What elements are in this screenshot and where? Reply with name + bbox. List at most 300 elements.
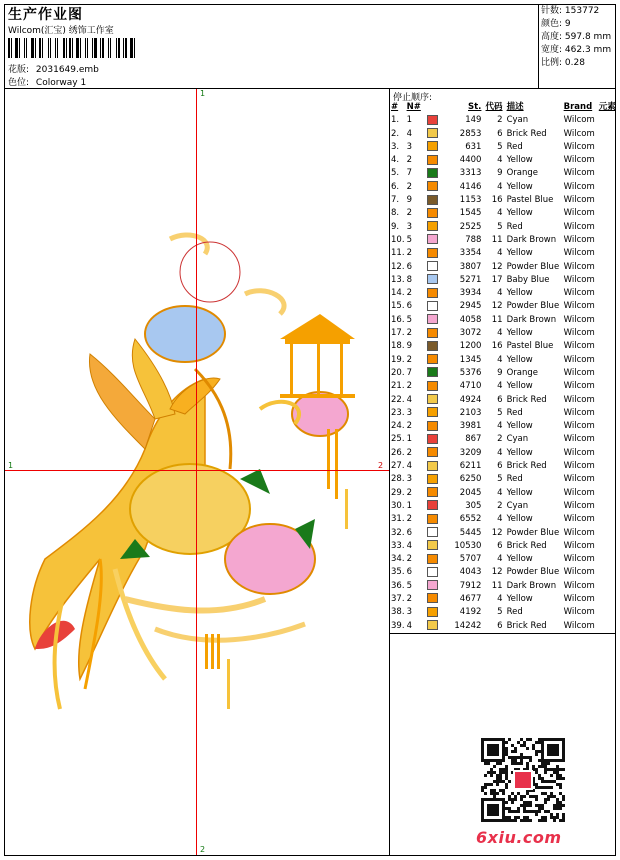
stop-row <box>391 566 620 579</box>
stop-description: Yellow <box>506 328 533 339</box>
stop-stitches: 4146 <box>459 181 482 192</box>
qr-module <box>559 768 562 771</box>
barcode-bar <box>42 38 43 58</box>
stop-index: 22. <box>391 394 405 405</box>
qr-module <box>559 777 562 780</box>
stop-description: Yellow <box>506 421 533 432</box>
stop-index: 7. <box>391 195 400 206</box>
qr-module <box>520 759 523 762</box>
qr-module <box>520 756 523 759</box>
barcode-bar <box>123 38 124 58</box>
stop-needle: 3 <box>406 407 412 418</box>
qr-module <box>556 816 559 819</box>
qr-module <box>559 819 562 822</box>
color-swatch <box>427 580 438 590</box>
axis-label-right: 2 <box>378 461 384 470</box>
color-swatch <box>427 195 438 205</box>
stop-needle: 4 <box>406 620 412 631</box>
qr-module <box>490 774 493 777</box>
stop-element <box>599 473 620 486</box>
stop-code: 4 <box>497 421 503 432</box>
stop-description: Yellow <box>506 288 533 299</box>
stop-needle: 3 <box>406 221 412 232</box>
stop-index: 19. <box>391 354 405 365</box>
stop-description: Red <box>506 221 523 232</box>
qr-module <box>535 783 538 786</box>
qr-module <box>526 810 529 813</box>
qr-module <box>550 795 553 798</box>
qr-module <box>508 795 511 798</box>
color-swatch <box>427 567 438 577</box>
stop-row <box>391 553 620 566</box>
stop-description: Red <box>506 407 523 418</box>
qr-module <box>508 738 511 741</box>
qr-module <box>499 762 502 765</box>
stop-element <box>599 433 620 446</box>
barcode-bar <box>85 38 86 58</box>
stop-needle: 7 <box>406 367 412 378</box>
design-scale <box>541 57 611 70</box>
stop-brand: Wilcom <box>563 514 595 525</box>
barcode-bar <box>48 38 49 58</box>
stop-index: 30. <box>391 500 405 511</box>
stop-needle: 2 <box>406 248 412 259</box>
color-swatch <box>427 221 438 231</box>
stop-row <box>391 593 620 606</box>
stop-code: 12 <box>491 527 503 538</box>
color-swatch <box>427 141 438 151</box>
qr-module <box>538 810 541 813</box>
qr-module <box>502 768 505 771</box>
stop-row <box>391 128 620 141</box>
barcode-bar <box>55 38 56 58</box>
stop-brand: Wilcom <box>563 554 595 565</box>
stop-code: 4 <box>497 288 503 299</box>
qr-module <box>523 816 526 819</box>
design-stats <box>541 5 611 70</box>
qr-module <box>505 783 508 786</box>
stop-code: 5 <box>497 141 503 152</box>
barcode-bar <box>8 38 10 58</box>
stop-swatch <box>421 513 445 526</box>
color-swatch <box>427 248 438 258</box>
stitch-count <box>541 5 611 18</box>
qr-module <box>490 771 493 774</box>
stop-stitches: 5707 <box>459 554 482 565</box>
stop-swatch <box>421 580 445 593</box>
design-width-label: 宽度: <box>541 45 563 55</box>
stop-code: 4 <box>497 155 503 166</box>
qr-module <box>535 741 538 744</box>
stop-index: 28. <box>391 474 405 485</box>
qr-module <box>526 756 529 759</box>
stop-description: Dark Brown <box>506 314 557 325</box>
stop-needle: 5 <box>406 314 412 325</box>
color-swatch <box>427 540 438 550</box>
stop-brand: Wilcom <box>563 394 595 405</box>
barcode-bar <box>128 38 129 58</box>
qr-module <box>514 759 517 762</box>
stop-needle: 1 <box>406 115 412 126</box>
color-swatch <box>427 168 438 178</box>
qr-module <box>544 801 547 804</box>
color-swatch <box>427 155 438 165</box>
qr-module <box>505 819 508 822</box>
qr-module <box>529 810 532 813</box>
barcode-bar <box>13 38 14 58</box>
design-height-label: 高度: <box>541 32 563 42</box>
qr-module <box>556 768 559 771</box>
stop-brand: Wilcom <box>563 341 595 352</box>
stop-row <box>391 314 620 327</box>
barcode-bar <box>15 38 18 58</box>
stop-needle: 2 <box>406 208 412 219</box>
qr-module <box>538 777 541 780</box>
qr-module <box>517 816 520 819</box>
stop-needle: 2 <box>406 381 412 392</box>
colorway-value: Colorway 1 <box>35 78 87 88</box>
qr-module <box>535 753 538 756</box>
qr-module <box>496 774 499 777</box>
qr-module <box>502 792 505 795</box>
barcode-bar <box>44 38 47 58</box>
stop-needle: 6 <box>406 567 412 578</box>
qr-module <box>541 762 544 765</box>
stop-sequence-title: 停止顺序: <box>393 93 433 103</box>
stop-brand: Wilcom <box>563 474 595 485</box>
qr-module <box>505 816 508 819</box>
stop-brand: Wilcom <box>563 500 595 511</box>
qr-module <box>541 804 544 807</box>
stop-description: Brick Red <box>506 540 547 551</box>
color-swatch <box>427 115 438 125</box>
stop-element <box>599 513 620 526</box>
stop-brand: Wilcom <box>563 221 595 232</box>
color-swatch <box>427 607 438 617</box>
stop-stitches: 4043 <box>459 567 482 578</box>
stop-index: 12. <box>391 261 405 272</box>
stop-stitches: 4058 <box>459 314 482 325</box>
stop-stitches: 10530 <box>454 540 482 551</box>
stop-swatch <box>421 128 445 141</box>
qr-module <box>541 807 544 810</box>
qr-module <box>532 744 535 747</box>
qr-module <box>559 786 562 789</box>
stop-needle: 2 <box>406 155 412 166</box>
qr-module <box>508 816 511 819</box>
stop-element <box>599 221 620 234</box>
qr-module <box>529 756 532 759</box>
stop-sequence-table <box>391 101 620 633</box>
stop-brand: Wilcom <box>563 301 595 312</box>
barcode-bar <box>66 38 67 58</box>
stop-needle: 4 <box>406 128 412 139</box>
qr-module <box>490 783 493 786</box>
qr-module <box>550 786 553 789</box>
stop-stitches: 788 <box>465 234 482 245</box>
colorway-label: 色位: <box>8 78 30 88</box>
stop-element <box>599 274 620 287</box>
header-code: 代码 <box>485 102 503 112</box>
color-swatch <box>427 274 438 284</box>
qr-module <box>499 768 502 771</box>
qr-module <box>487 783 490 786</box>
qr-module <box>505 741 508 744</box>
stop-brand: Wilcom <box>563 434 595 445</box>
qr-module <box>538 819 541 822</box>
stop-element <box>599 420 620 433</box>
stop-code: 4 <box>497 381 503 392</box>
color-swatch <box>427 381 438 391</box>
stop-row <box>391 247 620 260</box>
stop-row <box>391 354 620 367</box>
stop-swatch <box>421 473 445 486</box>
qr-module <box>541 819 544 822</box>
stop-brand: Wilcom <box>563 128 595 139</box>
qr-module <box>490 789 493 792</box>
stop-row <box>391 367 620 380</box>
stop-stitches: 4400 <box>459 155 482 166</box>
stop-needle: 2 <box>406 328 412 339</box>
stop-row <box>391 261 620 274</box>
qr-module <box>505 774 508 777</box>
qr-module <box>535 798 538 801</box>
qr-module <box>547 795 550 798</box>
qr-module <box>544 765 547 768</box>
stop-element <box>599 314 620 327</box>
stop-code: 4 <box>497 248 503 259</box>
stop-needle: 4 <box>406 394 412 405</box>
stop-needle: 6 <box>406 261 412 272</box>
qr-module <box>541 777 544 780</box>
qr-module <box>559 807 562 810</box>
qr-module <box>553 807 556 810</box>
embroidery-artwork <box>5 89 389 855</box>
qr-module <box>514 819 517 822</box>
stop-needle: 2 <box>406 514 412 525</box>
stop-swatch <box>421 114 445 127</box>
stop-element <box>599 606 620 619</box>
stop-swatch <box>421 553 445 566</box>
qr-module <box>553 804 556 807</box>
barcode-bar <box>76 38 79 58</box>
stop-index: 14. <box>391 288 405 299</box>
qr-module <box>523 807 526 810</box>
qr-module <box>502 771 505 774</box>
stop-description: Pastel Blue <box>506 195 554 206</box>
stop-element <box>599 407 620 420</box>
qr-module <box>544 771 547 774</box>
stop-description: Yellow <box>506 554 533 565</box>
qr-module <box>520 804 523 807</box>
stop-swatch <box>421 460 445 473</box>
stop-description: Brick Red <box>506 128 547 139</box>
design-height <box>541 31 611 44</box>
qr-module <box>484 774 487 777</box>
stop-needle: 8 <box>406 274 412 285</box>
qr-module <box>544 819 547 822</box>
qr-module <box>511 759 514 762</box>
stop-code: 4 <box>497 447 503 458</box>
stop-description: Red <box>506 607 523 618</box>
design-height-value: 597.8 mm <box>564 32 612 42</box>
stop-swatch <box>421 593 445 606</box>
stop-sequence-body <box>391 114 620 633</box>
stop-code: 4 <box>497 181 503 192</box>
barcode-bar <box>102 38 104 58</box>
stop-description: Yellow <box>506 208 533 219</box>
color-swatch <box>427 208 438 218</box>
stop-stitches: 631 <box>465 141 482 152</box>
qr-module <box>556 765 559 768</box>
qr-module <box>505 768 508 771</box>
qr-module <box>541 792 544 795</box>
stop-index: 17. <box>391 328 405 339</box>
stop-needle: 1 <box>406 434 412 445</box>
stop-swatch <box>421 380 445 393</box>
qr-module <box>493 792 496 795</box>
qr-module <box>541 765 544 768</box>
stop-element <box>599 207 620 220</box>
stop-needle: 3 <box>406 607 412 618</box>
qr-module <box>553 819 556 822</box>
stop-swatch <box>421 566 445 579</box>
stop-code: 6 <box>497 394 503 405</box>
stop-row <box>391 274 620 287</box>
qr-module <box>526 801 529 804</box>
qr-module <box>508 756 511 759</box>
stop-needle: 5 <box>406 580 412 591</box>
stop-brand: Wilcom <box>563 261 595 272</box>
qr-module <box>544 816 547 819</box>
qr-module <box>538 759 541 762</box>
stop-stitches: 4677 <box>459 593 482 604</box>
barcode-bar <box>87 38 88 58</box>
qr-module <box>487 771 490 774</box>
stop-brand: Wilcom <box>563 168 595 179</box>
stop-element <box>599 141 620 154</box>
stop-row <box>391 527 620 540</box>
vertical-axis <box>196 89 197 855</box>
qr-module <box>535 810 538 813</box>
stop-code: 4 <box>497 593 503 604</box>
stop-index: 29. <box>391 487 405 498</box>
color-swatch <box>427 447 438 457</box>
stop-description: Cyan <box>506 500 529 511</box>
stop-index: 26. <box>391 447 405 458</box>
stop-element <box>599 566 620 579</box>
stop-brand: Wilcom <box>563 527 595 538</box>
stop-brand: Wilcom <box>563 487 595 498</box>
qr-module <box>559 783 562 786</box>
stop-index: 15. <box>391 301 405 312</box>
stop-row <box>391 447 620 460</box>
qr-module <box>538 750 541 753</box>
barcode-bar <box>108 38 109 58</box>
qr-module <box>547 798 550 801</box>
stop-stitches: 6250 <box>459 474 482 485</box>
qr-module <box>511 819 514 822</box>
stop-row <box>391 287 620 300</box>
qr-module <box>547 768 550 771</box>
qr-module <box>511 744 514 747</box>
stop-description: Red <box>506 141 523 152</box>
qr-finder <box>547 744 559 756</box>
barcode-bar <box>21 38 23 58</box>
stop-code: 16 <box>491 341 503 352</box>
stop-description: Yellow <box>506 447 533 458</box>
stop-brand: Wilcom <box>563 274 595 285</box>
stop-index: 23. <box>391 407 405 418</box>
stop-index: 25. <box>391 434 405 445</box>
stop-element <box>599 447 620 460</box>
color-swatch <box>427 314 438 324</box>
stop-row <box>391 167 620 180</box>
color-swatch <box>427 367 438 377</box>
stitch-count-label: 针数: <box>541 6 563 16</box>
qr-module <box>559 792 562 795</box>
stop-swatch <box>421 367 445 380</box>
color-swatch <box>427 288 438 298</box>
stop-element <box>599 154 620 167</box>
stop-index: 2. <box>391 128 400 139</box>
design-scale-label: 比例: <box>541 58 563 68</box>
qr-module <box>508 810 511 813</box>
qr-module <box>523 804 526 807</box>
stop-needle: 3 <box>406 141 412 152</box>
qr-module <box>550 792 553 795</box>
stop-index: 20. <box>391 367 405 378</box>
stop-description: Orange <box>506 168 538 179</box>
barcode-bar <box>110 38 111 58</box>
barcode-bar <box>24 38 25 58</box>
qr-module <box>529 795 532 798</box>
qr-module <box>535 813 538 816</box>
qr-module <box>541 786 544 789</box>
qr-module <box>505 777 508 780</box>
stop-stitches: 2525 <box>459 221 482 232</box>
qr-module <box>517 810 520 813</box>
qr-module <box>556 813 559 816</box>
barcode-bar <box>105 38 107 58</box>
qr-module <box>532 765 535 768</box>
stop-element <box>599 540 620 553</box>
page-title: 生产作业图 <box>8 7 83 23</box>
qr-module <box>535 795 538 798</box>
stop-row <box>391 540 620 553</box>
barcode-bar <box>35 38 36 58</box>
qr-module <box>517 756 520 759</box>
stop-description: Baby Blue <box>506 274 550 285</box>
stop-description: Powder Blue <box>506 527 560 538</box>
qr-module <box>514 747 517 750</box>
qr-module <box>514 750 517 753</box>
stop-stitches: 5271 <box>459 274 482 285</box>
stop-element <box>599 394 620 407</box>
stop-stitches: 1153 <box>459 195 482 206</box>
stop-swatch <box>421 447 445 460</box>
color-swatch <box>427 328 438 338</box>
color-swatch <box>427 514 438 524</box>
design-preview <box>5 89 389 855</box>
stop-element <box>599 194 620 207</box>
qr-module <box>505 750 508 753</box>
stop-needle: 2 <box>406 354 412 365</box>
stop-needle: 2 <box>406 593 412 604</box>
qr-module <box>538 738 541 741</box>
barcode-bar <box>118 38 120 58</box>
qr-module <box>520 795 523 798</box>
